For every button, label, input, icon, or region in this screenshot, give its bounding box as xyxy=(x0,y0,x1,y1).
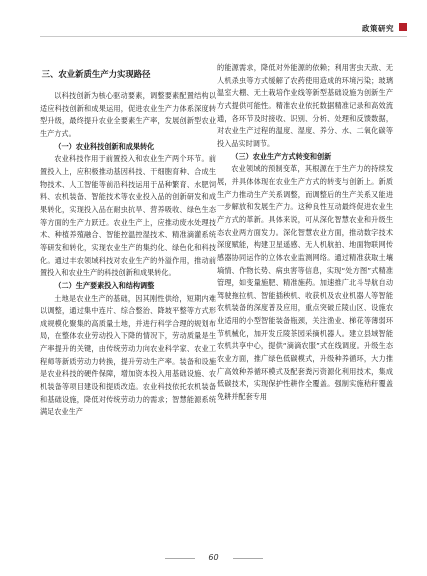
section-accent-square xyxy=(399,23,407,31)
section-heading: 三、农业新质生产力实现路径 xyxy=(41,69,151,79)
paragraph-factor-input: 土地是农业生产的基础，因其刚性供给，短期内难以调整，通过集中连片、综合整治、降坡平整等方式形成规模化聚集的高质量土地，并进行科学合理的规划布局，在整体农业劳动投入下降的情况下，劳动质量是生产率提升的关键，由传统劳动力向农业科学家、农业工程师等新质劳动力转换，提升劳动生产率。装备和设施是农业科技的硬件保障，增加资本投入用基础设施、农机装备等项目建设和提质改造。农业科技依托农机装备和基础设施，降低对传统劳动力的需求；智慧能源系统满足农业生产 xyxy=(40,293,216,417)
paragraph-production-mode: 农业领域的预制变革，其根源在于生产力的持续发展，并具体体现在农业生产方式的转变与创新上。新质生产力推动生产关系调整，而调整后的生产关系又能进一步解放和发展生产力。这种良性互动最终促进农业生产方式的革新。具体来说，可从深化智慧农业和升级生态农业两方面发力。深化智慧农业方面，推动数字技术深度赋能，构建卫星遥感、无人机航拍、地面物联网传感器协同运作的立体农业监测网络。通过精准获取土壤墒情、作物长势、病虫害等信息，实现“处方图”式精准管理，如变量施肥、精准施药。加速推广北斗导航自动驾驶拖拉机、智能插秧机、收获机及农业机器人等智能农机装备的深度普及应用，重点突破丘陵山区、设施农业适用的小型智能装备瓶颈，关注渔业、梯花等薄弱环节机械化，加开发丘陵茶园采摘机器人。建立县域智能农机共享中心，提供“滴滴农服”式在线调度。升级生态农业方面，推广绿色低碳模式，升级种养循环，大力推广高效种养循环模式及配套粪污资源化利用技术，集成低碳技术，实现保护性耕作全覆盖。强制实施秸秆覆盖免耕并配套专用 xyxy=(217,164,393,402)
subheading-production-mode: （三）农业生产方式转变和创新 xyxy=(231,151,332,161)
intro-paragraph: 以科技创新为核心驱动要素，调整要素配置结构以适应科技创新和成果运用，促进农业生产力体系深度转型升级，最终提升农业全要素生产率，发展创新型农业生产方式。 xyxy=(40,91,216,138)
paragraph-continued: 的能源需求，降低对外能源的依赖；利用害虫天敌、无人机杀虫等方式缓解了农药使用造成的环境污染；玻璃温室大棚、无土栽培作业线等新型基础设施为创新生产方式提供可能性。精准农业依托数据精准记录和高效流通，各环节及时接收、识别、分析、处理和反馈数据，对农业生产过程的温度、湿度、养分、水、二氧化碳等投入品实时调节。 xyxy=(217,63,393,148)
header-rule xyxy=(40,36,407,37)
paragraph-tech-innovation: 农业科技作用于前置投入和农业生产两个环节。前置投入上，应积极推动基因科技、干细胞育种、合成生物技术、人工智能等前沿科技运用于品种繁育、水肥饲料、农机装备、智能技术等农业投入品的创新研发和成果转化，实现投入品在耐虫抗旱、营养吸收、绿色生态等方面的生产力跃迁。农业生产上，应推动废水处理技术、种植养殖融合、智能控温控湿技术、精准滴灌系统等研发和转化，实现农业生产的集约化、绿色化和科技化。通过丰农领域科技对农业生产的外溢作用，推动前置投入和农业生产的科技创新和成果转化。 xyxy=(40,154,216,278)
right-column xyxy=(217,62,393,404)
subheading-factor-input: （二）生产要素投入和结构调整 xyxy=(54,280,155,290)
folio-rule-right xyxy=(233,558,263,559)
subheading-tech-innovation: （一）农业科技创新和成果转化 xyxy=(54,141,155,151)
page-number: 60 xyxy=(208,553,219,562)
section-label: 政策研究 xyxy=(362,24,394,33)
left-column xyxy=(40,62,216,419)
